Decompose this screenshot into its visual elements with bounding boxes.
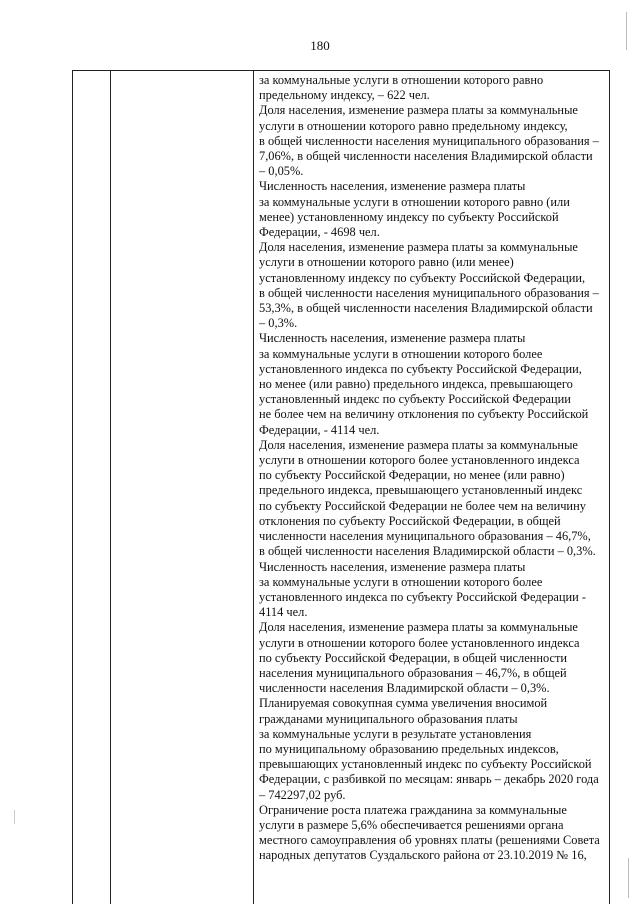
text-line: народных депутатов Суздальского района от 23.10.2019 № 16, [259, 848, 587, 863]
text-line: услуги в отношении которого равно предельному индексу, [259, 118, 568, 133]
scan-edge-mark [628, 858, 629, 898]
scan-edge-mark [14, 810, 15, 824]
table-cell-text [259, 73, 606, 864]
text-line: Планируемая совокупная сумма увеличения вносимой [259, 696, 548, 711]
text-line: услуги в отношении которого более установленного индекса [259, 635, 580, 650]
text-line: Доля населения, изменение размера платы за коммунальные [259, 620, 578, 635]
document-table [72, 70, 610, 904]
text-line: услуги в размере 5,6% обеспечивается решениями органа [259, 817, 564, 832]
text-line: установленному индексу по субъекту Российской Федерации, [259, 270, 586, 285]
page-number: 180 [310, 38, 330, 53]
text-line: не более чем на величину отклонения по субъекту Российской [259, 407, 589, 422]
text-line: установленного индекса по субъекту Российской Федерации, [259, 361, 582, 376]
text-line: за коммунальные услуги в отношении которого более [259, 346, 543, 361]
text-line: Численность населения, изменение размера платы [259, 179, 526, 194]
text-line: Доля населения, изменение размера платы за коммунальные [259, 240, 578, 255]
text-line: но менее (или равно) предельного индекса, превышающего [259, 377, 573, 392]
text-line: услуги в отношении которого равно (или менее) [259, 255, 514, 270]
text-line: Численность населения, изменение размера платы [259, 331, 526, 346]
text-line: Численность населения, изменение размера платы [259, 559, 526, 574]
text-line: за коммунальные услуги в отношении которого более [259, 574, 543, 589]
text-line: Федерации, - 4698 чел. [259, 225, 380, 240]
text-line: в общей численности населения Владимирской области – 0,3%. [259, 544, 596, 559]
text-line: предельному индексу, – 622 чел. [259, 88, 430, 103]
text-line: по субъекту Российской Федерации, в общей численности [259, 650, 568, 665]
text-line: предельного индекса, превышающего установленный индекс [259, 483, 583, 498]
text-line: установленного индекса по субъекту Российской Федерации - [259, 589, 587, 604]
text-line: Доля населения, изменение размера платы за коммунальные [259, 103, 578, 118]
text-line: в общей численности населения муниципального образования – [259, 285, 599, 300]
text-line: численности населения муниципального образования – 46,7%, [259, 529, 591, 544]
text-line: гражданами муниципального образования платы [259, 711, 518, 726]
text-line: за коммунальные услуги в результате установления [259, 726, 532, 741]
scan-edge-mark [626, 12, 627, 50]
text-line: за коммунальные услуги в отношении которого равно [259, 73, 544, 87]
text-line: Доля населения, изменение размера платы за коммунальные [259, 437, 578, 452]
text-line: отклонения по субъекту Российской Федерации, в общей [259, 513, 561, 528]
text-line: за коммунальные услуги в отношении которого равно (или [259, 194, 570, 209]
text-line: по субъекту Российской Федерации, но менее (или равно) [259, 468, 565, 483]
text-line: местного самоуправления об уровнях платы (решениями Совета [259, 833, 600, 848]
text-line: менее) установленному индексу по субъекту Российской [259, 209, 559, 224]
text-line: Федерации, с разбивкой по месяцам: январь – декабрь 2020 года [259, 772, 599, 787]
text-line: в общей численности населения муниципального образования – [259, 133, 599, 148]
text-line: 7,06%, в общей численности населения Владимирской области [259, 149, 593, 164]
text-line: – 0,05%. [259, 164, 304, 179]
column-divider-1 [110, 71, 111, 904]
text-line: услуги в отношении которого более установленного индекса [259, 453, 580, 468]
text-line: населения муниципального образования – 46,7%, в общей [259, 665, 567, 680]
text-line: Ограничение роста платежа гражданина за коммунальные [259, 802, 567, 817]
text-line: Федерации, - 4114 чел. [259, 422, 380, 437]
text-line: по муниципальному образованию предельных индексов, [259, 741, 559, 756]
text-line: численности населения Владимирской области – 0,3%. [259, 681, 550, 696]
text-line: 4114 чел. [259, 605, 308, 620]
text-line: 53,3%, в общей численности населения Владимирской области [259, 301, 593, 316]
column-divider-2 [253, 71, 254, 904]
text-line: установленный индекс по субъекту Российской Федерации [259, 392, 571, 407]
text-line: превышающих установленный индекс по субъекту Российской [259, 757, 592, 772]
text-line: по субъекту Российской Федерации не более чем на величину [259, 498, 586, 513]
text-line: – 742297,02 руб. [259, 787, 346, 802]
text-line: – 0,3%. [259, 316, 298, 331]
